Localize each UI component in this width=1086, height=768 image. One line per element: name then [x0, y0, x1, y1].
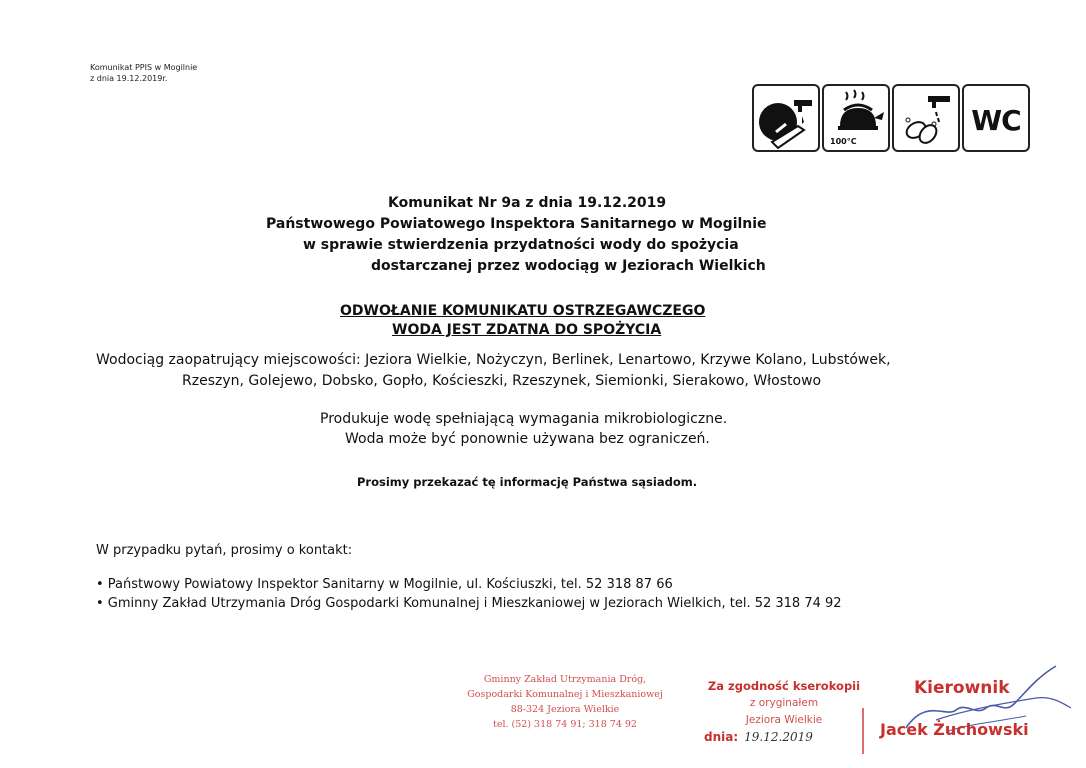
supply-line1: Wodociąg zaopatrujący miejscowości: Jeziora Wielkie, Nożyczyn, Berlinek, Lenartowo, Krzywe Kolano, Lubstówek,: [96, 352, 891, 368]
wc-label: WC: [971, 104, 1021, 137]
kettle-boiling-icon: [822, 84, 890, 152]
copy-stamp-line2: z oryginałem: [749, 697, 819, 709]
manager-role: Kierownik: [914, 678, 1010, 698]
copy-conformity-stamp: [700, 678, 868, 758]
title-line1: Komunikat Nr 9a z dnia 19.12.2019: [388, 195, 667, 211]
contact-intro: W przypadku pytań, prosimy o kontakt:: [96, 543, 353, 558]
wc-icon: [962, 84, 1030, 152]
quality-line2: Woda może być ponownie używana bez ograniczeń.: [345, 431, 710, 447]
stamp-border-mark: [862, 708, 864, 754]
header-note-line2: z dnia 19.12.2019r.: [90, 74, 168, 83]
supply-line2: Rzeszyn, Golejewo, Dobsko, Gopło, Kościeszki, Rzeszynek, Siemionki, Sierakowo, Włostowo: [182, 373, 822, 389]
hand-under-tap-icon: [752, 84, 820, 152]
contact-item-ppis: • Państwowy Powiatowy Inspektor Sanitarny w Mogilnie, ul. Kościuszki, tel. 52 318 87 66: [96, 577, 673, 592]
title-line3: w sprawie stwierdzenia przydatności wody do spożycia: [303, 237, 739, 253]
copy-stamp-line3: Jeziora Wielkie: [745, 714, 823, 726]
please-share-note: Prosimy przekazać tę informację Państwa sąsiadom.: [357, 475, 698, 489]
title-line2: Państwowego Powiatowego Inspektora Sanitarnego w Mogilnie: [266, 216, 767, 232]
manager-name: Jacek Żuchowski: [880, 720, 1029, 739]
title-line4: dostarczanej przez wodociąg w Jeziorach Wielkich: [371, 258, 766, 274]
gzud-stamp-line3: 88-324 Jeziora Wielkie: [510, 704, 620, 715]
quality-line1: Produkuje wodę spełniającą wymagania mikrobiologiczne.: [320, 411, 728, 427]
gzud-stamp: [445, 672, 685, 732]
washing-hands-icon: [892, 84, 960, 152]
temperature-label: 100°C: [830, 137, 857, 146]
copy-stamp-date-label: dnia:: [704, 730, 739, 744]
copy-stamp-date-value: 19.12.2019: [744, 730, 813, 744]
gzud-stamp-line1: Gminny Zakład Utrzymania Dróg,: [483, 674, 647, 685]
contact-item-gzud: • Gminny Zakład Utrzymania Dróg Gospodarki Komunalnej i Mieszkaniowej w Jeziorach Wielkich, tel. 52 318 74 92: [96, 596, 842, 611]
alert-line2: WODA JEST ZDATNA DO SPOŻYCIA: [392, 322, 662, 338]
copy-stamp-line1: Za zgodność kserokopii: [707, 679, 861, 693]
header-note: [90, 62, 197, 84]
gzud-stamp-line4: tel. (52) 318 74 91; 318 74 92: [493, 719, 637, 730]
signature-scribble: [886, 658, 1076, 758]
gzud-stamp-line2: Gospodarki Komunalnej i Mieszkaniowej: [467, 689, 663, 700]
header-note-line1: Komunikat PPIS w Mogilnie: [90, 63, 198, 72]
pictogram-row: [752, 84, 1038, 156]
copy-stamp-date-row: [700, 729, 868, 746]
alert-line1: ODWOŁANIE KOMUNIKATU OSTRZEGAWCZEGO: [340, 303, 706, 319]
